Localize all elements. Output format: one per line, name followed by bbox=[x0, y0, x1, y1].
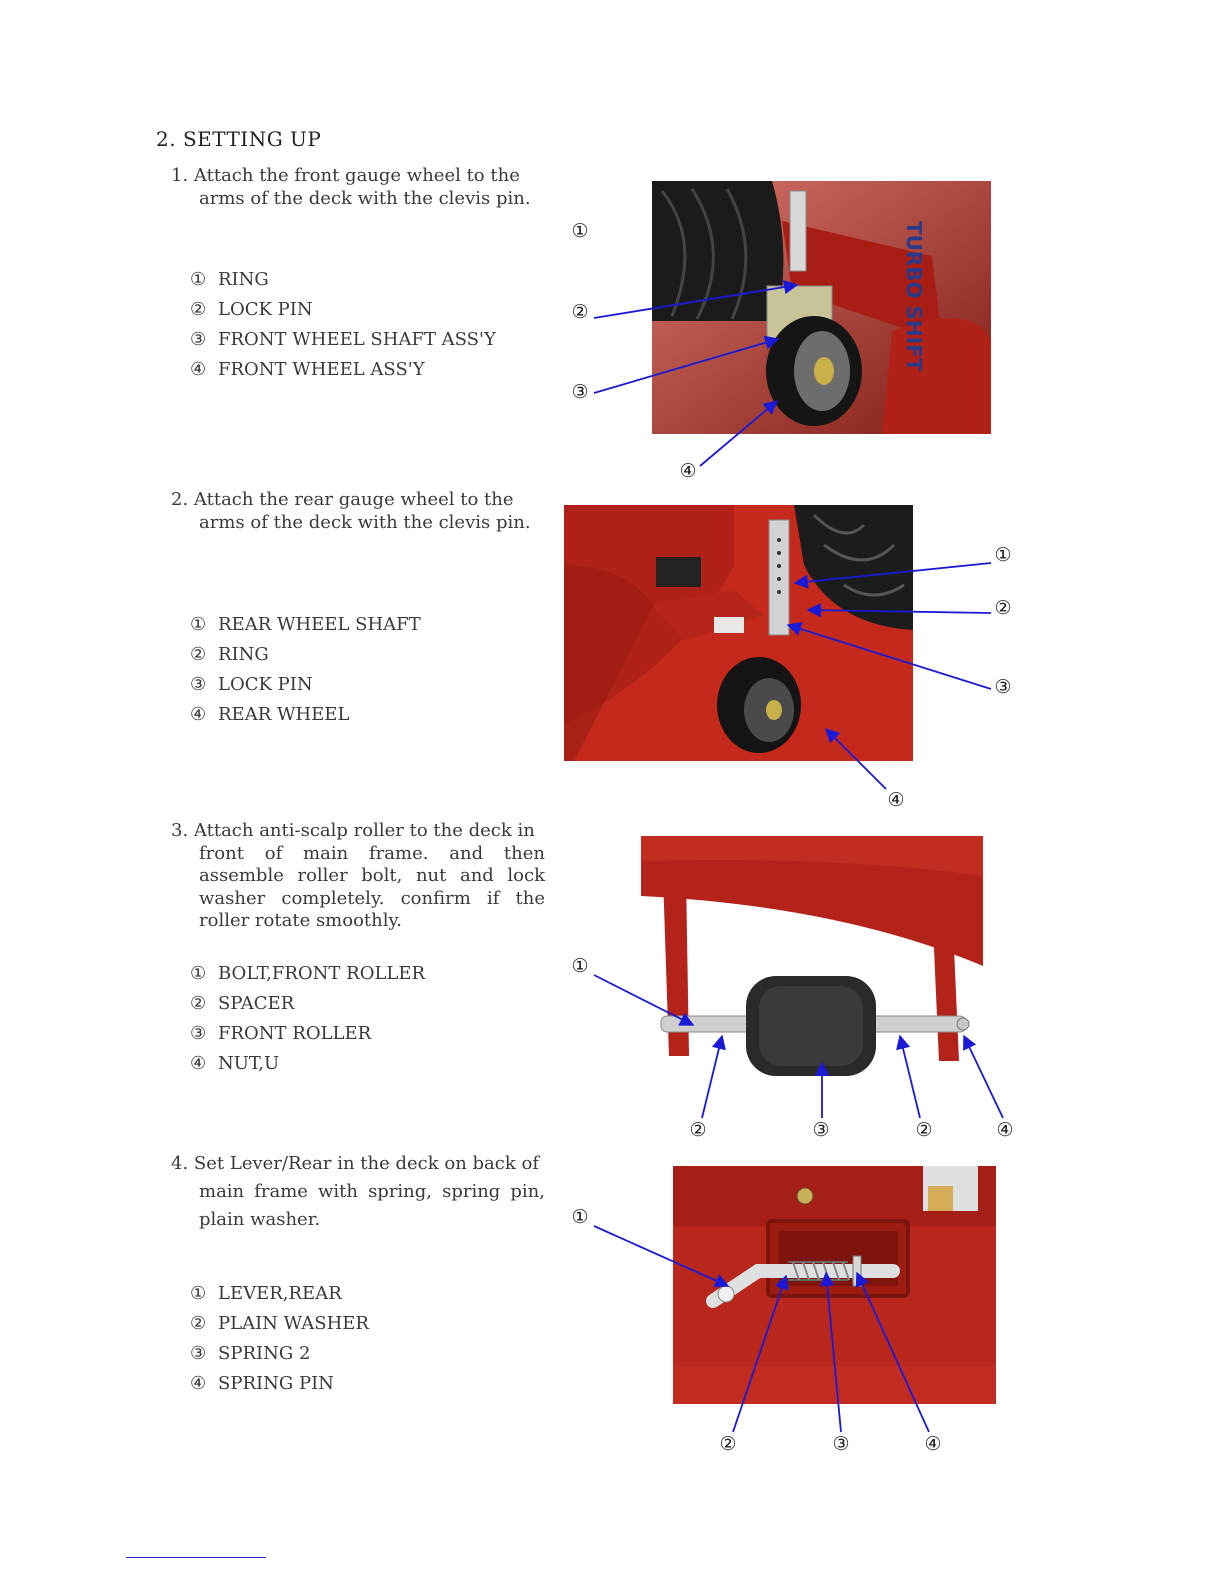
callout-2: ② bbox=[689, 1119, 707, 1141]
list-item: ④ FRONT WHEEL ASS'Y bbox=[190, 359, 425, 380]
list-item: ② LOCK PIN bbox=[190, 299, 313, 320]
list-item: ① REAR WHEEL SHAFT bbox=[190, 614, 421, 635]
list-item: ② SPACER bbox=[190, 993, 295, 1014]
leader-line bbox=[900, 1036, 920, 1118]
leader-line bbox=[594, 975, 693, 1025]
leader-line bbox=[594, 1226, 728, 1286]
leader-line bbox=[795, 563, 991, 583]
step-number: 2. bbox=[171, 489, 189, 510]
list-item: ④ NUT,U bbox=[190, 1053, 280, 1074]
step-rest: arms of the deck with the clevis pin. bbox=[199, 511, 531, 533]
leader-line bbox=[702, 1036, 722, 1118]
footnote-rule bbox=[126, 1557, 266, 1558]
list-item: ③ SPRING 2 bbox=[190, 1343, 311, 1364]
step-rest: front of main frame. and then assemble roller bolt, nut and lock washer completely. confirm if the roller rotate smoothly. bbox=[199, 842, 545, 931]
step-first-line: Set Lever/Rear in the deck on back of bbox=[193, 1153, 539, 1174]
callout-4: ④ bbox=[924, 1433, 942, 1455]
list-item: ④ REAR WHEEL bbox=[190, 704, 350, 725]
step-rest: main frame with spring, spring pin, plain washer. bbox=[199, 1181, 545, 1230]
leader-line bbox=[733, 1276, 786, 1432]
callout-1: ① bbox=[571, 220, 589, 242]
callout-1: ① bbox=[994, 544, 1012, 566]
step-number: 4. bbox=[171, 1153, 189, 1174]
callout-4: ④ bbox=[887, 789, 905, 811]
callout-2: ② bbox=[719, 1433, 737, 1455]
list-item: ② RING bbox=[190, 644, 269, 665]
leader-line bbox=[594, 339, 778, 393]
callout-4: ④ bbox=[679, 460, 697, 482]
list-item: ③ LOCK PIN bbox=[190, 674, 313, 695]
step-rest: arms of the deck with the clevis pin. bbox=[199, 187, 531, 209]
leader-line bbox=[594, 285, 797, 318]
list-item: ② PLAIN WASHER bbox=[190, 1313, 369, 1334]
callout-3: ③ bbox=[994, 676, 1012, 698]
leader-line bbox=[700, 401, 777, 466]
callout-1: ① bbox=[571, 1206, 589, 1228]
leader-line bbox=[964, 1036, 1003, 1118]
leader-line bbox=[826, 1273, 841, 1432]
callout-3: ③ bbox=[571, 381, 589, 403]
callout-2: ② bbox=[571, 301, 589, 323]
callout-3: ③ bbox=[812, 1119, 830, 1141]
list-item: ③ FRONT ROLLER bbox=[190, 1023, 372, 1044]
leader-line bbox=[826, 729, 886, 789]
list-item: ① BOLT,FRONT ROLLER bbox=[190, 963, 426, 984]
callout-4: ④ bbox=[996, 1119, 1014, 1141]
list-item: ① LEVER,REAR bbox=[190, 1283, 342, 1304]
section-heading: 2. SETTING UP bbox=[156, 127, 322, 151]
step-first-line: Attach anti-scalp roller to the deck in bbox=[193, 820, 535, 841]
callout-2b: ② bbox=[915, 1119, 933, 1141]
leader-line bbox=[857, 1273, 929, 1432]
callout-1: ① bbox=[571, 955, 589, 977]
list-item: ④ SPRING PIN bbox=[190, 1373, 334, 1394]
leader-line bbox=[808, 610, 991, 613]
photo-brand-text: TURBO SHIFT bbox=[902, 221, 926, 372]
step-number: 3. bbox=[171, 820, 189, 841]
step-first-line: Attach the rear gauge wheel to the bbox=[193, 489, 514, 510]
list-item: ③ FRONT WHEEL SHAFT ASS'Y bbox=[190, 329, 496, 350]
leader-line bbox=[788, 625, 991, 689]
callout-3: ③ bbox=[832, 1433, 850, 1455]
step-first-line: Attach the front gauge wheel to the bbox=[193, 165, 520, 186]
list-item: ① RING bbox=[190, 269, 269, 290]
callout-2: ② bbox=[994, 597, 1012, 619]
step-number: 1. bbox=[171, 165, 189, 186]
